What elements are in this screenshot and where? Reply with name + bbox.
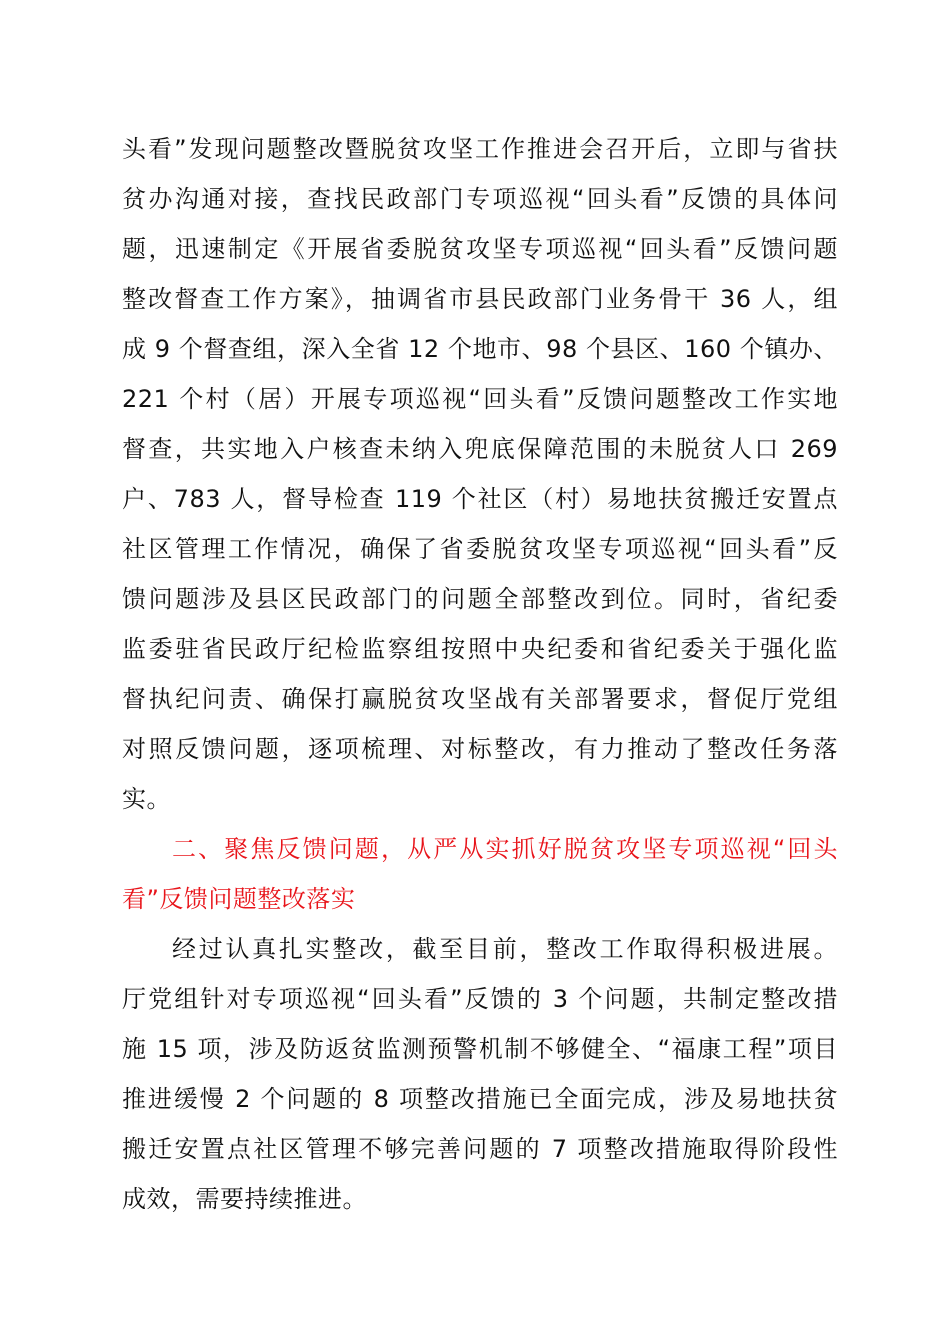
paragraph-1 [122, 124, 838, 824]
text-line: 施 15 项，涉及防返贫监测预警机制不够健全、“福康工程”项目 [122, 1035, 838, 1063]
text-line: 督执纪问责、确保打赢脱贫攻坚战有关部署要求，督促厅党组 [122, 685, 838, 713]
text-line: 馈问题涉及县区民政部门的问题全部整改到位。同时，省纪委 [122, 585, 838, 613]
paragraph-2 [122, 924, 838, 1224]
text-line: 头看”发现问题整改暨脱贫攻坚工作推进会召开后，立即与省扶 [122, 135, 838, 163]
heading-line: 看”反馈问题整改落实 [122, 885, 356, 913]
text-line: 督查，共实地入户核查未纳入兜底保障范围的未脱贫人口 269 [122, 435, 838, 463]
text-line: 搬迁安置点社区管理不够完善问题的 7 项整改措施取得阶段性 [122, 1135, 838, 1163]
text-line: 成效，需要持续推进。 [122, 1185, 367, 1213]
document-body [122, 124, 838, 1224]
text-line: 贫办沟通对接，查找民政部门专项巡视“回头看”反馈的具体问 [122, 185, 838, 213]
text-line: 厅党组针对专项巡视“回头看”反馈的 3 个问题，共制定整改措 [122, 985, 838, 1013]
text-line: 成 9 个督查组，深入全省 12 个地市、98 个县区、160 个镇办、 [122, 335, 838, 363]
text-line: 实。 [122, 785, 171, 813]
text-line: 推进缓慢 2 个问题的 8 项整改措施已全面完成，涉及易地扶贫 [122, 1085, 838, 1113]
text-line: 监委驻省民政厅纪检监察组按照中央纪委和省纪委关于强化监 [122, 635, 838, 663]
text-line: 户、783 人，督导检查 119 个社区（村）易地扶贫搬迁安置点 [122, 485, 838, 513]
text-line: 题，迅速制定《开展省委脱贫攻坚专项巡视“回头看”反馈问题 [122, 235, 838, 263]
text-line: 经过认真扎实整改，截至目前，整改工作取得积极进展。 [172, 935, 838, 963]
section-heading [122, 824, 838, 924]
text-line: 221 个村（居）开展专项巡视“回头看”反馈问题整改工作实地 [122, 385, 838, 413]
text-line: 对照反馈问题，逐项梳理、对标整改，有力推动了整改任务落 [122, 735, 838, 763]
text-line: 社区管理工作情况，确保了省委脱贫攻坚专项巡视“回头看”反 [122, 535, 838, 563]
text-line: 整改督查工作方案》，抽调省市县民政部门业务骨干 36 人，组 [122, 285, 838, 313]
heading-line: 二、聚焦反馈问题，从严从实抓好脱贫攻坚专项巡视“回头 [172, 835, 838, 863]
